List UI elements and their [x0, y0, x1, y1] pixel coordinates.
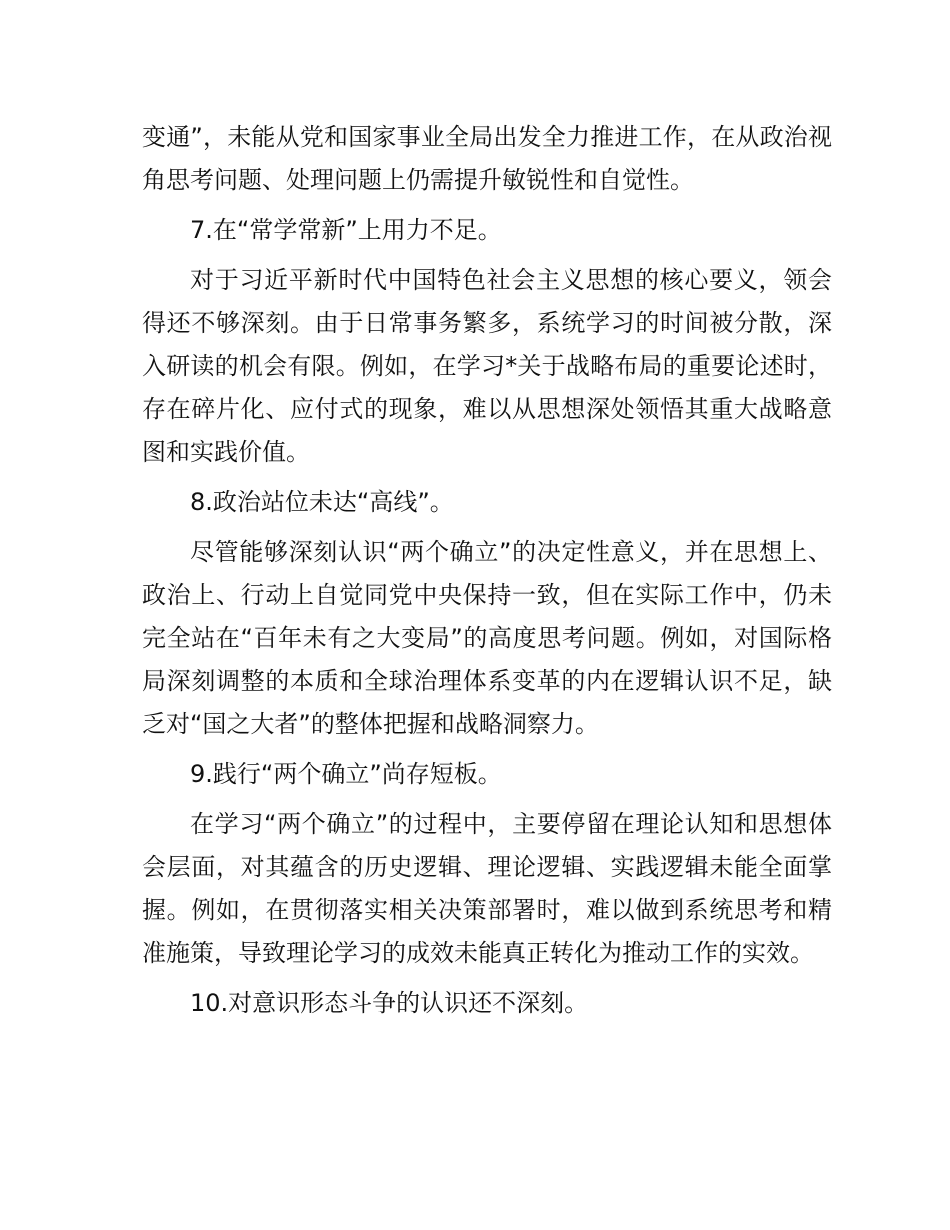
- heading-item-10: 10.对意识形态斗争的认识还不深刻。: [190, 989, 589, 1017]
- document-body: [142, 116, 832, 1032]
- heading-item-9: 9.践行“两个确立”尚存短板。: [190, 760, 502, 788]
- heading-item-8: 8.政治站位未达“高线”。: [190, 488, 454, 516]
- paragraph-item-9: 在学习“两个确立”的过程中，主要停留在理论认知和思想体会层面，对其蕴含的历史逻辑、理论逻辑、实践逻辑未能全面掌握。例如，在贯彻落实相关决策部署时，难以做到系统思考和精准施策，导致理论学习的成效未能真正转化为推动工作的实效。: [142, 810, 832, 967]
- paragraph-continuation: 变通”，未能从党和国家事业全局出发全力推进工作，在从政治视角思考问题、处理问题上仍需提升敏锐性和自觉性。: [142, 123, 832, 194]
- paragraph-item-7: 对于习近平新时代中国特色社会主义思想的核心要义，领会得还不够深刻。由于日常事务繁多，系统学习的时间被分散，深入研读的机会有限。例如，在学习*关于战略布局的重要论述时，存在碎片化、应付式的现象，难以从思想深处领悟其重大战略意图和实践价值。: [142, 266, 832, 466]
- heading-item-7: 7.在“常学常新”上用力不足。: [190, 216, 502, 244]
- paragraph-item-8: 尽管能够深刻认识“两个确立”的决定性意义，并在思想上、政治上、行动上自觉同党中央保持一致，但在实际工作中，仍未完全站在“百年未有之大变局”的高度思考问题。例如，对国际格局深刻调整的本质和全球治理体系变革的内在逻辑认识不足，缺乏对“国之大者”的整体把握和战略洞察力。: [142, 538, 832, 738]
